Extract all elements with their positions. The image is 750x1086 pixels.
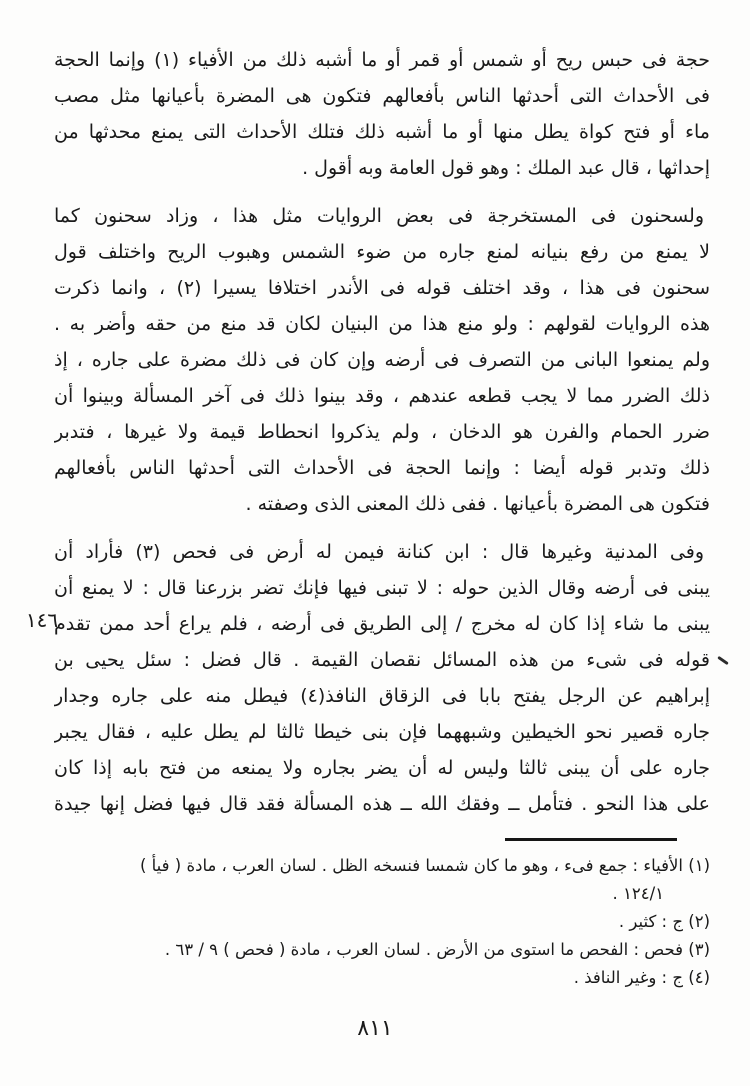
body-line: فتكون هى المضرة بأعيانها . ففى ذلك المعنى الذى وصفته . xyxy=(245,493,710,515)
body-line: جاره قصير نحو الخيطين وشبههما فإن بنى خيطا ثالثا لم يطل عليه ، فقال يجبر xyxy=(54,721,710,743)
body-line: يبنى ما شاء إذا كان له مخرج / إلى الطريق فى أرضه ، فلم يراع أحد ممن تقدم xyxy=(54,613,710,635)
body-line: إبراهيم عن الرجل يفتح بابا فى الزقاق النافذ(٤) فيطل منه على جاره وجدار xyxy=(54,685,710,707)
footnote-separator xyxy=(505,838,677,841)
body-line: وفى المدنية وغيرها قال : ابن كنانة فيمن له أرض فى فحص (٣) فأراد أن xyxy=(54,541,704,563)
body-line: ضرر الحمام والفرن هو الدخان ، ولم يذكروا انحطاط قيمة ولا غيرها ، فتدبر xyxy=(54,421,710,443)
body-line: ماء أو فتح كواة يطل منها أو ما أشبه ذلك فتلك الأحداث التى يمنع محدثها من xyxy=(54,121,710,143)
footnote-line: (٢) ج : كثير . xyxy=(618,912,710,931)
body-line: ذلك وتدبر قوله أيضا : وإنما الحجة فى الأحداث التى أحدثها الناس بأفعالهم xyxy=(54,457,710,479)
body-line: لا يمنع من رفع بنيانه لمنع جاره من ضوء الشمس وهبوب الريح واختلف قول xyxy=(54,241,710,263)
body-line: حجة فى حبس ريح أو شمس أو قمر أو ما أشبه ذلك من الأفياء (١) وإنما الحجة xyxy=(54,49,710,71)
footnote-line: ١٢٤/١ . xyxy=(612,884,664,903)
footnotes xyxy=(46,852,710,992)
footnote-line: (٤) ج : وغير النافذ . xyxy=(573,968,710,987)
body-line: قوله فى شىء من هذه المسائل نقصان القيمة . قال فضل : سئل يحيى بن xyxy=(54,649,710,671)
ink-speck-mark xyxy=(717,656,729,665)
body-line: إحداثها ، قال عبد الملك : وهو قول العامة وبه أقول . xyxy=(302,157,710,179)
body-line: على هذا النحو . فتأمل ــ وفقك الله ــ هذه المسألة فقد قال فيها فضل إنها جيدة xyxy=(54,793,710,815)
footnote-line: (١) الأفياء : جمع فىء ، وهو ما كان شمسا فنسخه الظل . لسان العرب ، مادة ( فيأ ) xyxy=(139,856,710,875)
body-line: سحنون فى هذا ، وقد اختلف قوله فى الأندر اختلافا يسيرا (٢) ، وانما ذكرت xyxy=(54,277,710,299)
body-line: ذلك الضرر مما لا يجب قطعه عندهم ، وقد بينوا ذلك فى آخر المسألة وبينوا أن xyxy=(54,385,710,407)
body-line: ولم يمنعوا البانى من التصرف فى أرضه وإن كان فى ذلك مضرة على جاره ، إذ xyxy=(54,349,710,371)
body-text xyxy=(54,42,710,822)
footnote-line: (٣) فحص : الفحص ما استوى من الأرض . لسان العرب ، مادة ( فحص ) ٩ / ٦٣ . xyxy=(164,940,710,959)
body-line: ولسحنون فى المستخرجة فى بعض الروايات مثل هذا ، وزاد سحنون كما xyxy=(54,205,704,227)
body-line: جاره على أن يبنى ثالثا وليس له أن يضر بجاره ولا يمنعه من فتح بابه إذا كان xyxy=(54,757,710,779)
body-line: يبنى فى أرضه وقال الذين حوله : لا تبنى فيها فإنك تضر بزرعنا قال : لا يمنع أن xyxy=(54,577,710,599)
body-line: هذه الروايات لقولهم : ولو منع هذا من البنيان لكان قد منع من حقه وأضر به . xyxy=(54,313,710,335)
body-line: فى الأحداث التى أحدثها الناس بأفعالهم فتكون هى المضرة بأعيانها مثل مصب xyxy=(54,85,710,107)
page-number: ٨١١ xyxy=(357,1016,393,1041)
margin-folio-number: ١٤٦ xyxy=(25,608,59,632)
